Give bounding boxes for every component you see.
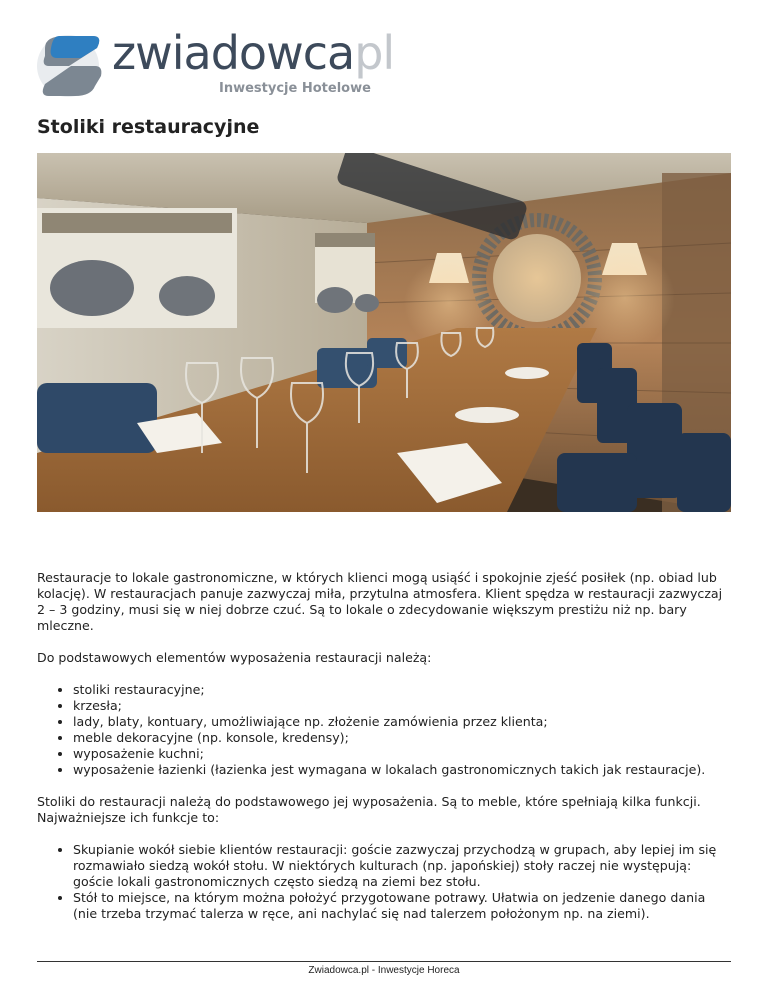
list-item: • krzesła; bbox=[73, 698, 731, 714]
functions-list bbox=[37, 842, 731, 922]
list-item: • lady, blaty, kontuary, umożliwiające np. złożenie zamówienia przez klienta; bbox=[73, 714, 731, 730]
brand-name bbox=[112, 26, 395, 80]
brand-suffix: pl bbox=[354, 26, 395, 80]
functions-intro-paragraph: Stoliki do restauracji należą do podstawowego jej wyposażenia. Są to meble, które spełniają kilka funkcji. Najważniejsze ich funkcje to: bbox=[37, 794, 701, 825]
list-item: • Stół to miejsce, na którym można położyć przygotowane potrawy. Ułatwia on jedzenie danego dania (nie trzeba trzymać talerza w ręce, ani nachylać się nad talerzem położonym np. na ziemi). bbox=[73, 890, 731, 922]
list-item: • wyposażenie łazienki (łazienka jest wymagana w lokalach gastronomicznych takich jak restauracje). bbox=[73, 762, 731, 778]
equipment-intro-paragraph: Do podstawowych elementów wyposażenia restauracji należą: bbox=[37, 650, 432, 665]
article-body bbox=[37, 570, 731, 938]
equipment-list bbox=[37, 682, 731, 778]
footer-divider bbox=[37, 961, 731, 962]
footer-text: Zwiadowca.pl - Inwestycje Horeca bbox=[308, 965, 460, 976]
page-title: Stoliki restauracyjne bbox=[37, 116, 260, 138]
list-item: • Skupianie wokół siebie klientów restauracji: goście zazwyczaj przychodzą w grupach, aby lepiej im się rozmawiało siedzą wokół stołu. W niektórych kulturach (np. japońskiej) stoły raczej nie występują: goście lokali gastronomicznych często siedzą na ziemi bez stołu. bbox=[73, 842, 731, 890]
list-item: • meble dekoracyjne (np. konsole, kredensy); bbox=[73, 730, 731, 746]
list-item: • wyposażenie kuchni; bbox=[73, 746, 731, 762]
brand-tagline: Inwestycje Hotelowe bbox=[219, 81, 371, 96]
list-item: • stoliki restauracyjne; bbox=[73, 682, 731, 698]
intro-paragraph: Restauracje to lokale gastronomiczne, w których klienci mogą usiąść i spokojnie zjeść posiłek (np. obiad lub kolację). W restauracjach panuje zazwyczaj miła, przytulna atmosfera. Klient spędza w restauracji zazwyczaj 2 – 3 godziny, musi się w niej dobrze czuć. Są to lokale o zdecydowanie większym prestiżu niż np. bary mleczne. bbox=[37, 570, 723, 633]
restaurant-table-photo bbox=[37, 153, 731, 512]
brand-main: zwiadowca bbox=[112, 26, 355, 80]
